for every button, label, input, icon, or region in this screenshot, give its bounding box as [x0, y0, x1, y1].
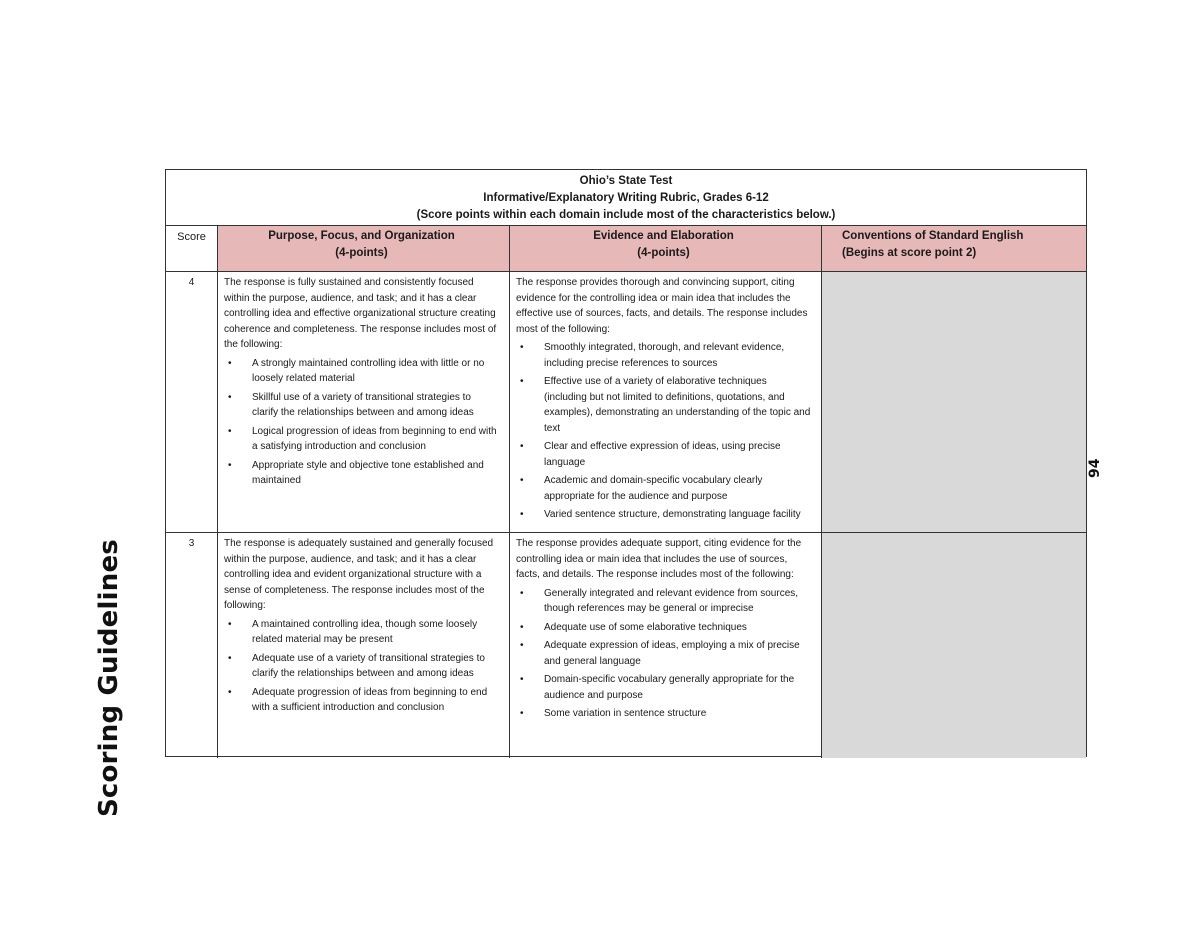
- list-item: • Academic and domain-specific vocabulary clearly appropriate for the audience and purpose: [516, 473, 811, 504]
- header-subtitle: Informative/Explanatory Writing Rubric, Grades 6-12: [483, 192, 769, 204]
- score-cell: 3: [166, 533, 218, 758]
- purpose-cell: [218, 533, 510, 758]
- table-row: [166, 533, 1086, 758]
- evidence-cell: [510, 272, 822, 532]
- evidence-description: The response provides adequate support, citing evidence for the controlling idea or main idea that includes the use of sources, facts, and details. The response includes most of the following:: [516, 538, 802, 580]
- list-item: • Generally integrated and relevant evidence from sources, though references may be general or imprecise: [516, 586, 811, 617]
- header-title: Ohio’s State Test: [579, 175, 673, 187]
- list-item: • Adequate expression of ideas, employing a mix of precise and general language: [516, 638, 811, 669]
- conventions-cell: [822, 533, 1086, 758]
- column-header-row: [166, 226, 1086, 272]
- purpose-title: Purpose, Focus, and Organization: [268, 230, 455, 242]
- list-item: • A maintained controlling idea, though some loosely related material may be present: [224, 617, 499, 648]
- evidence-column-header: [510, 226, 822, 271]
- evidence-list: [516, 340, 811, 523]
- purpose-list: [224, 356, 499, 489]
- list-item: • Adequate progression of ideas from beginning to end with a sufficient introduction and conclusion: [224, 685, 499, 716]
- evidence-cell: [510, 533, 822, 758]
- evidence-description: The response provides thorough and convincing support, citing evidence for the controlling idea or main idea that includes the effective use of sources, facts, and details. The response includes most of the following:: [516, 277, 808, 335]
- side-title: Scoring Guidelines: [94, 539, 124, 817]
- purpose-column-header: [218, 226, 510, 271]
- list-item: • Some variation in sentence structure: [516, 706, 811, 722]
- conventions-column-header: [822, 226, 1086, 271]
- page-number: 94: [1087, 458, 1103, 478]
- evidence-list: [516, 586, 811, 722]
- list-item: • Appropriate style and objective tone established and maintained: [224, 458, 499, 489]
- purpose-description: The response is adequately sustained and generally focused within the purpose, audience, and task; and it has a clear controlling idea and evident organizational structure with a sense of completeness. The response includes most of the following:: [224, 538, 494, 611]
- conventions-note: (Begins at score point 2): [842, 247, 977, 259]
- list-item: • Logical progression of ideas from beginning to end with a satisfying introduction and conclusion: [224, 424, 499, 455]
- list-item: • Clear and effective expression of ideas, using precise language: [516, 439, 811, 470]
- conventions-title: Conventions of Standard English: [842, 230, 1024, 242]
- purpose-list: [224, 617, 499, 716]
- purpose-description: The response is fully sustained and consistently focused within the purpose, audience, and task; and it has a clear controlling idea and effective organizational structure creating coherence and completeness. The response includes most of the following:: [224, 277, 497, 350]
- evidence-title: Evidence and Elaboration: [593, 230, 734, 242]
- list-item: • Smoothly integrated, thorough, and relevant evidence, including precise references to sources: [516, 340, 811, 371]
- score-column-header: Score: [166, 226, 218, 271]
- header-note: (Score points within each domain include most of the characteristics below.): [416, 209, 836, 221]
- list-item: • A strongly maintained controlling idea with little or no loosely related material: [224, 356, 499, 387]
- purpose-points: (4-points): [335, 247, 388, 259]
- rubric-header: [166, 170, 1086, 226]
- list-item: • Domain-specific vocabulary generally appropriate for the audience and purpose: [516, 672, 811, 703]
- list-item: • Effective use of a variety of elaborative techniques (including but not limited to definitions, quotations, and examples), demonstrating an understanding of the topic and text: [516, 374, 811, 436]
- purpose-cell: [218, 272, 510, 532]
- list-item: • Adequate use of some elaborative techniques: [516, 620, 811, 636]
- conventions-cell: [822, 272, 1086, 532]
- list-item: • Varied sentence structure, demonstrating language facility: [516, 507, 811, 523]
- list-item: • Adequate use of a variety of transitional strategies to clarify the relationships between and among ideas: [224, 651, 499, 682]
- evidence-points: (4-points): [637, 247, 690, 259]
- rubric-table: [165, 169, 1087, 757]
- table-row: [166, 272, 1086, 533]
- score-cell: 4: [166, 272, 218, 532]
- list-item: • Skillful use of a variety of transitional strategies to clarify the relationships between and among ideas: [224, 390, 499, 421]
